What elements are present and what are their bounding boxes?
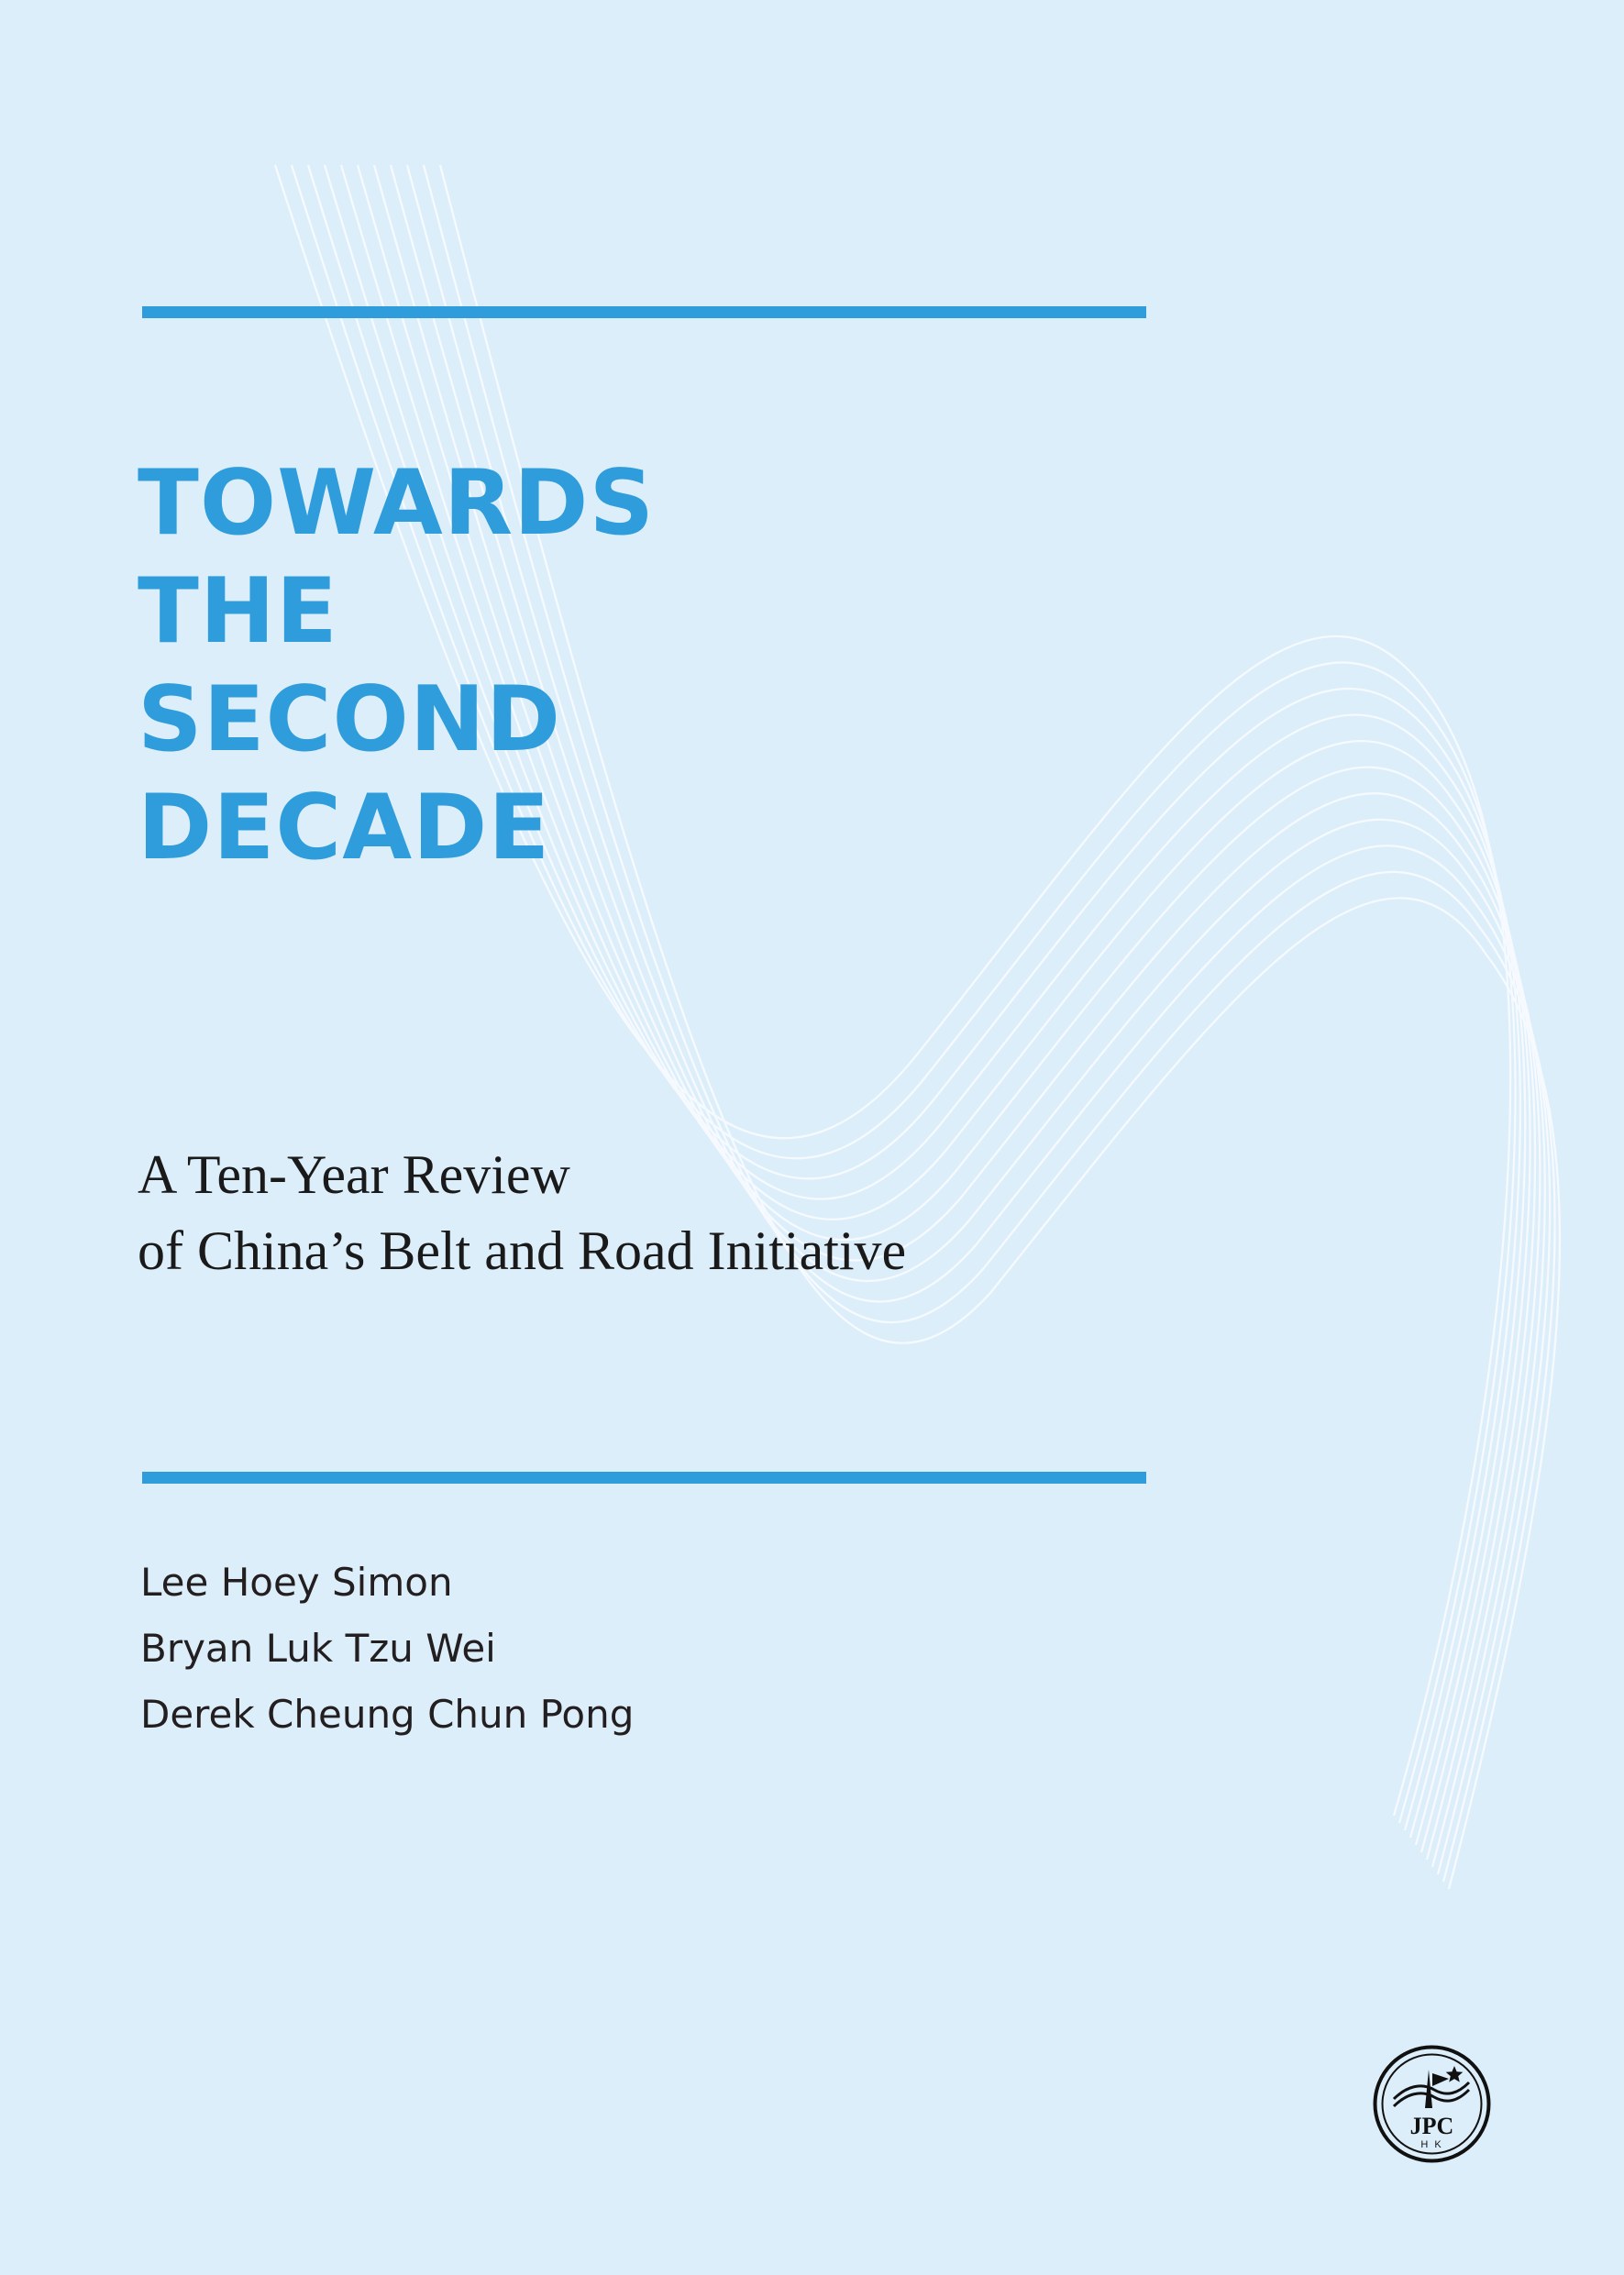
title-line-4: DECADE bbox=[138, 776, 551, 880]
subtitle-line-1: A Ten-Year Review bbox=[138, 1144, 570, 1205]
title-line-1: TOWARDS bbox=[138, 451, 656, 556]
author-name-1: Lee Hoey Simon bbox=[140, 1560, 453, 1605]
author-list bbox=[140, 1550, 634, 1748]
cover-subtitle bbox=[138, 1137, 1192, 1289]
subtitle-line-2: of China’s Belt and Road Initiative bbox=[138, 1220, 907, 1281]
top-divider-rule bbox=[142, 306, 1146, 318]
cover-title bbox=[138, 449, 1055, 882]
title-line-3: SECOND bbox=[138, 668, 562, 772]
author-name-2: Bryan Luk Tzu Wei bbox=[140, 1626, 496, 1671]
svg-text:JPC: JPC bbox=[1409, 2113, 1454, 2139]
title-line-2: THE bbox=[138, 559, 338, 664]
bottom-divider-rule bbox=[142, 1472, 1146, 1484]
publisher-logo-icon bbox=[1370, 2042, 1494, 2166]
svg-text:H K: H K bbox=[1420, 2139, 1443, 2150]
author-name-3: Derek Cheung Chun Pong bbox=[140, 1692, 635, 1737]
